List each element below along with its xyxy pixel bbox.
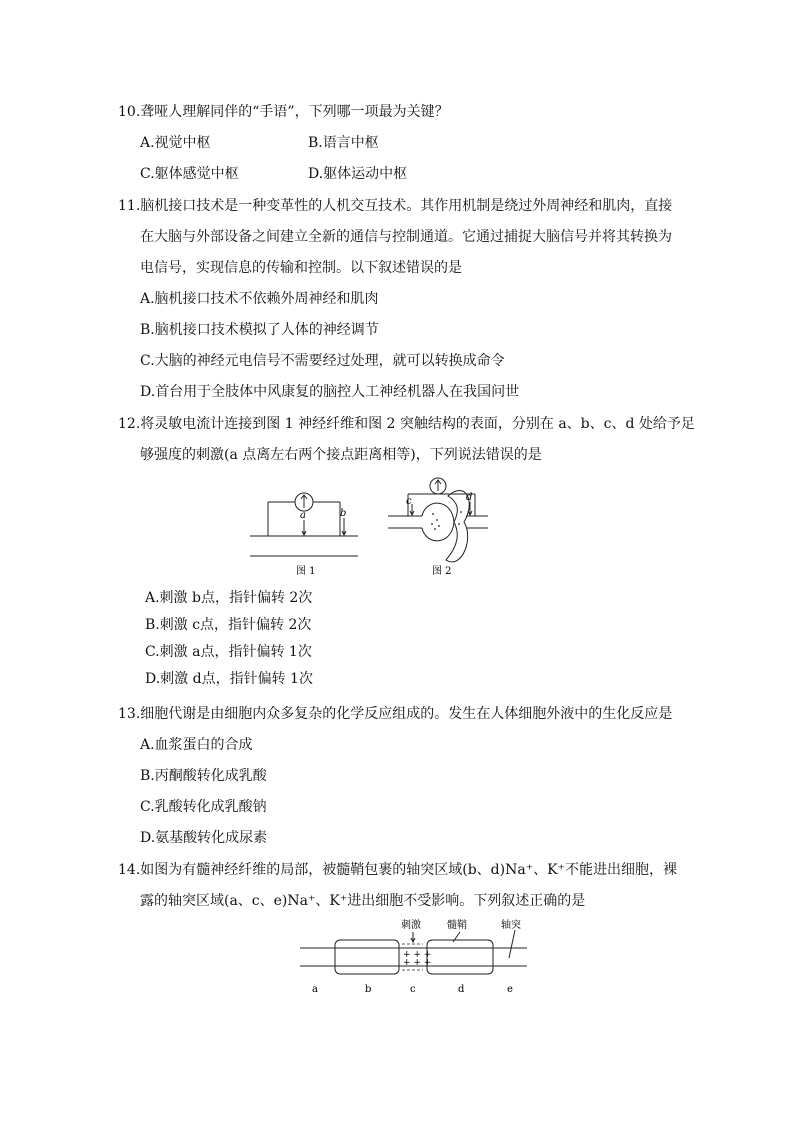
region-label-e: e — [507, 984, 513, 995]
q12-stem-line-1: 12.将灵敏电流计连接到图 1 神经纤维和图 2 突触结构的表面，分别在 a、b、c、d 处给予足 — [118, 416, 695, 432]
q13-option-c: C.乳酸转化成乳酸钠 — [140, 799, 267, 815]
q14-stem-line-2: 露的轴突区域(a、c、e)Na⁺、K⁺进出细胞不受影响。下列叙述正确的是 — [140, 893, 586, 909]
fig2-label-d: d — [466, 492, 473, 503]
q12-option-b: B.刺激 c点，指针偏转 2次 — [145, 617, 312, 633]
q12-option-c: C.刺激 a点，指针偏转 1次 — [145, 644, 312, 660]
q12-figures — [240, 476, 510, 582]
q12-option-d: D.刺激 d点，指针偏转 1次 — [145, 671, 313, 687]
q10-option-b: B.语言中枢 — [308, 135, 379, 151]
top-plus-signs: + + + — [403, 950, 432, 960]
q11-stem-line-1: 11.脑机接口技术是一种变革性的人机交互技术。其作用机制是绕过外周神经和肌肉，直接 — [118, 198, 673, 214]
q10-stem: 10.聋哑人理解同伴的“手语”，下列哪一项最为关键？ — [118, 104, 449, 120]
figure-2-synapse — [388, 478, 488, 577]
region-label-c: c — [410, 984, 416, 995]
fig1-caption: 图 1 — [296, 566, 316, 577]
fig2-label-c: c — [406, 496, 412, 507]
q11-stem-line-3: 电信号，实现信息的传输和控制。以下叙述错误的是 — [140, 260, 462, 276]
q12-stem-line-2: 够强度的刺激(a 点离左右两个接点距离相等)，下列说法错误的是 — [140, 447, 542, 463]
q11-option-b: B.脑机接口技术模拟了人体的神经调节 — [140, 322, 379, 338]
q12-option-a: A.刺激 b点，指针偏转 2次 — [145, 590, 313, 606]
q13-option-d: D.氨基酸转化成尿素 — [140, 830, 268, 846]
q13-option-b: B.丙酮酸转化成乳酸 — [140, 768, 267, 784]
region-label-d: d — [458, 984, 465, 995]
q13-stem: 13.细胞代谢是由细胞内众多复杂的化学反应组成的。发生在人体细胞外液中的生化反应是 — [118, 706, 673, 722]
q11-stem-line-2: 在大脑与外部设备之间建立全新的通信与控制通道。它通过捕捉大脑信号并将其转换为 — [140, 229, 672, 245]
q10-option-d: D.躯体运动中枢 — [308, 166, 408, 182]
region-label-b: b — [365, 984, 372, 995]
label-axon: 轴突 — [501, 920, 521, 931]
q11-option-d: D.首台用于全肢体中风康复的脑控人工神经机器人在我国问世 — [140, 384, 520, 400]
myelin-sheath-b — [335, 940, 399, 974]
figure-1-nerve-fiber — [250, 493, 358, 577]
fig1-label-a: a — [300, 510, 306, 521]
q10-option-a: A.视觉中枢 — [140, 135, 211, 151]
fig2-caption: 图 2 — [432, 566, 452, 577]
q13-option-a: A.血浆蛋白的合成 — [140, 737, 253, 753]
fig1-label-b: b — [340, 508, 347, 519]
region-label-a: a — [312, 984, 318, 995]
q11-option-c: C.大脑的神经元电信号不需要经过处理，就可以转换成命令 — [140, 353, 505, 369]
q10-option-c: C.躯体感觉中枢 — [140, 166, 239, 182]
myelin-sheath-d — [427, 940, 493, 974]
q14-myelinated-fiber-figure — [295, 912, 535, 996]
label-myelin-sheath: 髓鞘 — [447, 920, 467, 931]
bottom-plus-signs: + + + — [403, 958, 432, 968]
q14-stem-line-1: 14.如图为有髓神经纤维的局部，被髓鞘包裹的轴突区域(b、d)Na⁺、K⁺不能进出细胞，裸 — [118, 862, 677, 878]
label-stimulus: 刺激 — [401, 920, 421, 931]
q11-option-a: A.脑机接口技术不依赖外周神经和肌肉 — [140, 291, 379, 307]
